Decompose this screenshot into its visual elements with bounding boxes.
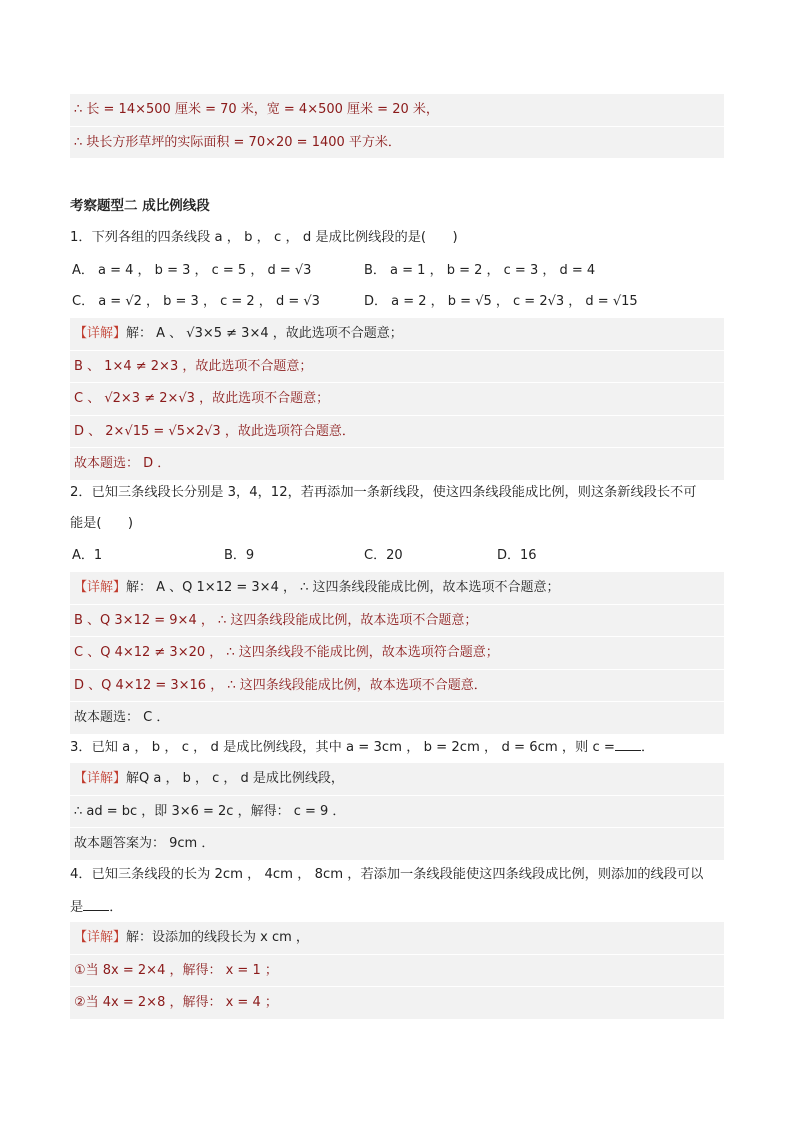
q2-option-a: A．1 xyxy=(72,548,103,563)
detail-line: D 、Q 4×12 = 3×16 ， ∴ 这四条线段能成比例，故本选项不合题意． xyxy=(70,669,724,702)
question-4-stem-line2 xyxy=(70,892,730,924)
q2-option-d: D．16 xyxy=(497,548,537,563)
q4-stem-end: ． xyxy=(109,900,123,915)
detail-tag: 【详解】 xyxy=(74,326,127,341)
detail-line: ①当 8x = 2×4 ，解得： x = 1 ； xyxy=(70,954,724,987)
detail-line: B 、Q 3×12 = 9×4 ， ∴ 这四条线段能成比例，故本选项不合题意； xyxy=(70,604,724,637)
q3-stem-end: ． xyxy=(640,740,655,755)
answer-line: ∴ 块长方形草坪的实际面积 = 70×20 = 1400 平方米． xyxy=(70,126,724,159)
detail-line: ②当 4x = 2×8 ，解得： x = 4 ； xyxy=(70,986,724,1019)
detail-text: 解Q a ， b ， c ， d 是成比例线段， xyxy=(126,771,344,786)
detail-line: 故本题选： C ． xyxy=(70,701,724,734)
answer-blank xyxy=(83,896,109,911)
answer-line: ∴ 长 = 14×500 厘米 = 70 米，宽 = 4×500 厘米 = 20 米， xyxy=(74,102,439,117)
q4-detail-block xyxy=(70,922,724,1019)
detail-line: D 、 2×√15 = √5×2√3 ，故此选项符合题意． xyxy=(70,415,724,448)
detail-tag: 【详解】 xyxy=(74,930,127,945)
detail-line: B 、 1×4 ≠ 2×3 ，故此选项不合题意； xyxy=(70,350,724,383)
q4-stem-text: 是 xyxy=(70,900,84,915)
q2-option-c: C．20 xyxy=(364,548,403,563)
detail-tag: 【详解】 xyxy=(74,580,127,595)
detail-line xyxy=(70,572,724,604)
detail-line: C 、Q 4×12 ≠ 3×20 ， ∴ 这四条线段不能成比例，故本选项符合题意； xyxy=(70,636,724,669)
detail-line xyxy=(70,318,724,350)
question-2-stem-line1: 2．已知三条线段长分别是 3，4，12，若再添加一条新线段，使这四条线段能成比例，则这条新线段长不可 xyxy=(70,485,697,500)
detail-text: 解： A 、Q 1×12 = 3×4 ， ∴ 这四条线段能成比例，故本选项不合题意； xyxy=(126,580,560,595)
question-1-stem: 1．下列各组的四条线段 a ， b ， c ， d 是成比例线段的是( ) xyxy=(70,230,458,245)
detail-text: 解：设添加的线段长为 x cm ， xyxy=(126,930,309,945)
detail-tag: 【详解】 xyxy=(74,771,127,786)
q1-option-b: B． a = 1 ， b = 2 ， c = 3 ， d = 4 xyxy=(364,263,596,278)
detail-line: 故本题答案为： 9cm ． xyxy=(70,827,724,860)
detail-line: 故本题选： D ． xyxy=(70,447,724,480)
q1-option-d: D． a = 2 ， b = √5 ， c = 2√3 ， d = √15 xyxy=(364,294,638,309)
detail-line: C 、 √2×3 ≠ 2×√3 ，故此选项不合题意； xyxy=(70,382,724,415)
q1-option-a: A． a = 4 ， b = 3 ， c = 5 ， d = √3 xyxy=(72,263,312,278)
detail-text: 解： A 、 √3×5 ≠ 3×4 ，故此选项不合题意； xyxy=(126,326,403,341)
question-3-stem xyxy=(70,732,730,764)
detail-line: ∴ ad = bc ，即 3×6 = 2c ，解得： c = 9 ． xyxy=(70,795,724,828)
q1-option-c: C． a = √2 ， b = 3 ， c = 2 ， d = √3 xyxy=(72,294,320,309)
q2-detail-block xyxy=(70,572,724,734)
section-heading: 考察题型二 成比例线段 xyxy=(70,198,210,214)
question-4-stem-line1: 4．已知三条线段的长为 2cm ， 4cm ， 8cm ，若添加一条线段能使这四条线段成比例，则添加的线段可以 xyxy=(70,867,704,882)
q2-option-b: B．9 xyxy=(224,548,255,563)
detail-line xyxy=(70,763,724,795)
top-answer-block xyxy=(70,94,724,158)
q3-stem-text: 3．已知 a ， b ， c ， d 是成比例线段，其中 a = 3cm ， b = 2cm ， d = 6cm ，则 c = xyxy=(70,740,615,755)
question-2-stem-line2: 能是( ) xyxy=(70,516,134,531)
detail-line xyxy=(70,922,724,954)
answer-blank xyxy=(615,736,641,751)
q3-detail-block xyxy=(70,763,724,860)
q1-detail-block xyxy=(70,318,724,480)
